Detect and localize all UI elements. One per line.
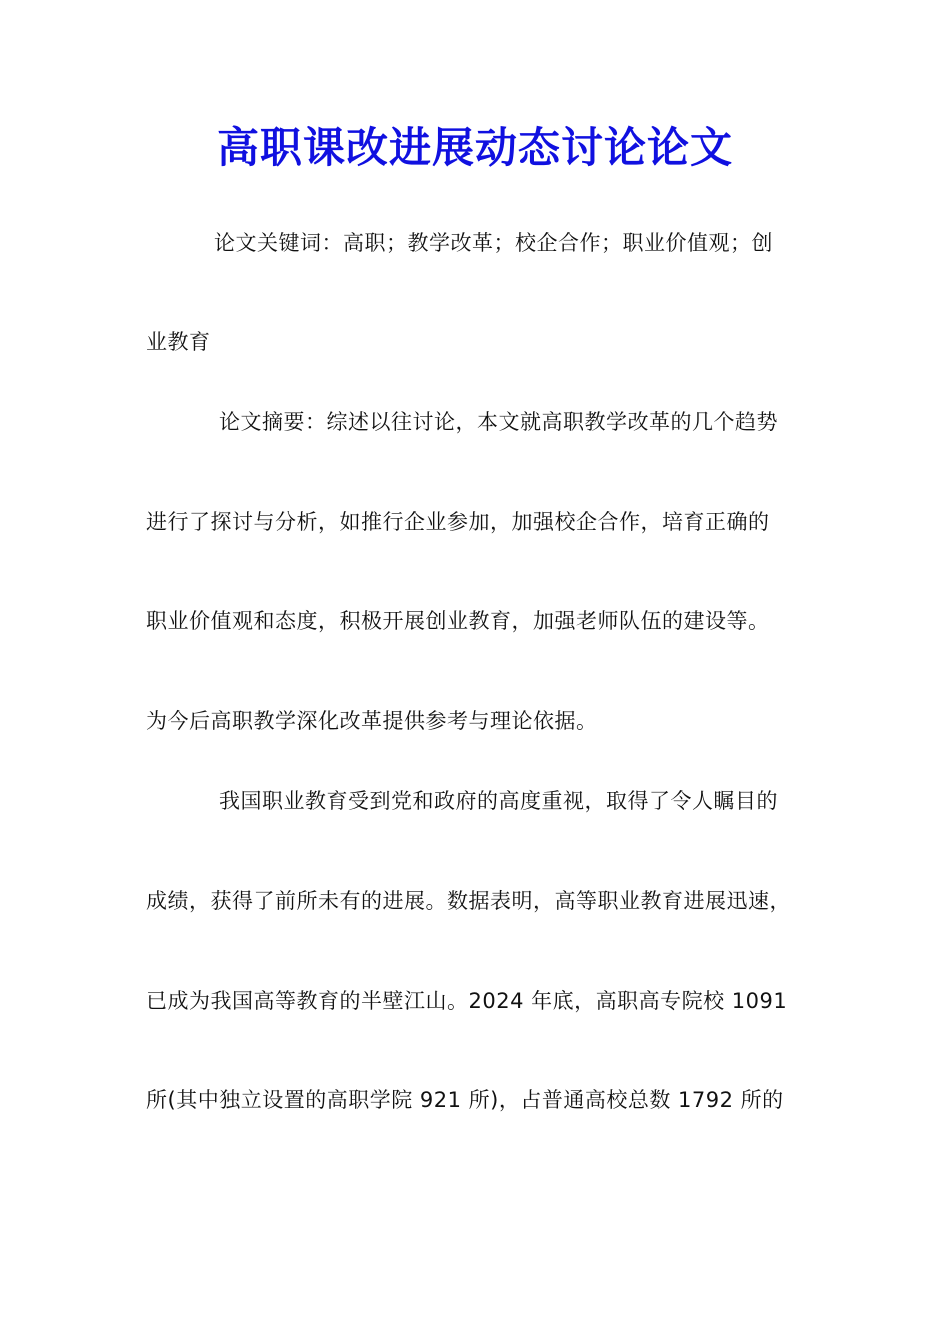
body-line-3: 已成为我国高等教育的半壁江山。2024 年底，高职高专院校 1091 <box>146 989 788 1013</box>
abstract-line-4: 为今后高职教学深化改革提供参考与理论依据。 <box>146 709 598 733</box>
abstract-line-3: 职业价值观和态度，积极开展创业教育，加强老师队伍的建设等。 <box>146 609 770 633</box>
keywords-line-1: 论文关键词：高职；教学改革；校企合作；职业价值观；创 <box>214 231 773 255</box>
abstract-line-1: 论文摘要：综述以往讨论，本文就高职教学改革的几个趋势 <box>219 410 778 434</box>
document-title: 高职课改进展动态讨论论文 <box>216 123 733 172</box>
body-line-1: 我国职业教育受到党和政府的高度重视，取得了令人瞩目的 <box>219 789 778 813</box>
body-line-2: 成绩，获得了前所未有的进展。数据表明，高等职业教育进展迅速， <box>146 889 791 913</box>
abstract-line-2: 进行了探讨与分析，如推行企业参加，加强校企合作，培育正确的 <box>146 510 770 534</box>
body-line-4: 所(其中独立设置的高职学院 921 所)，占普通高校总数 1792 所的 <box>146 1088 784 1112</box>
keywords-line-2: 业教育 <box>146 330 211 354</box>
